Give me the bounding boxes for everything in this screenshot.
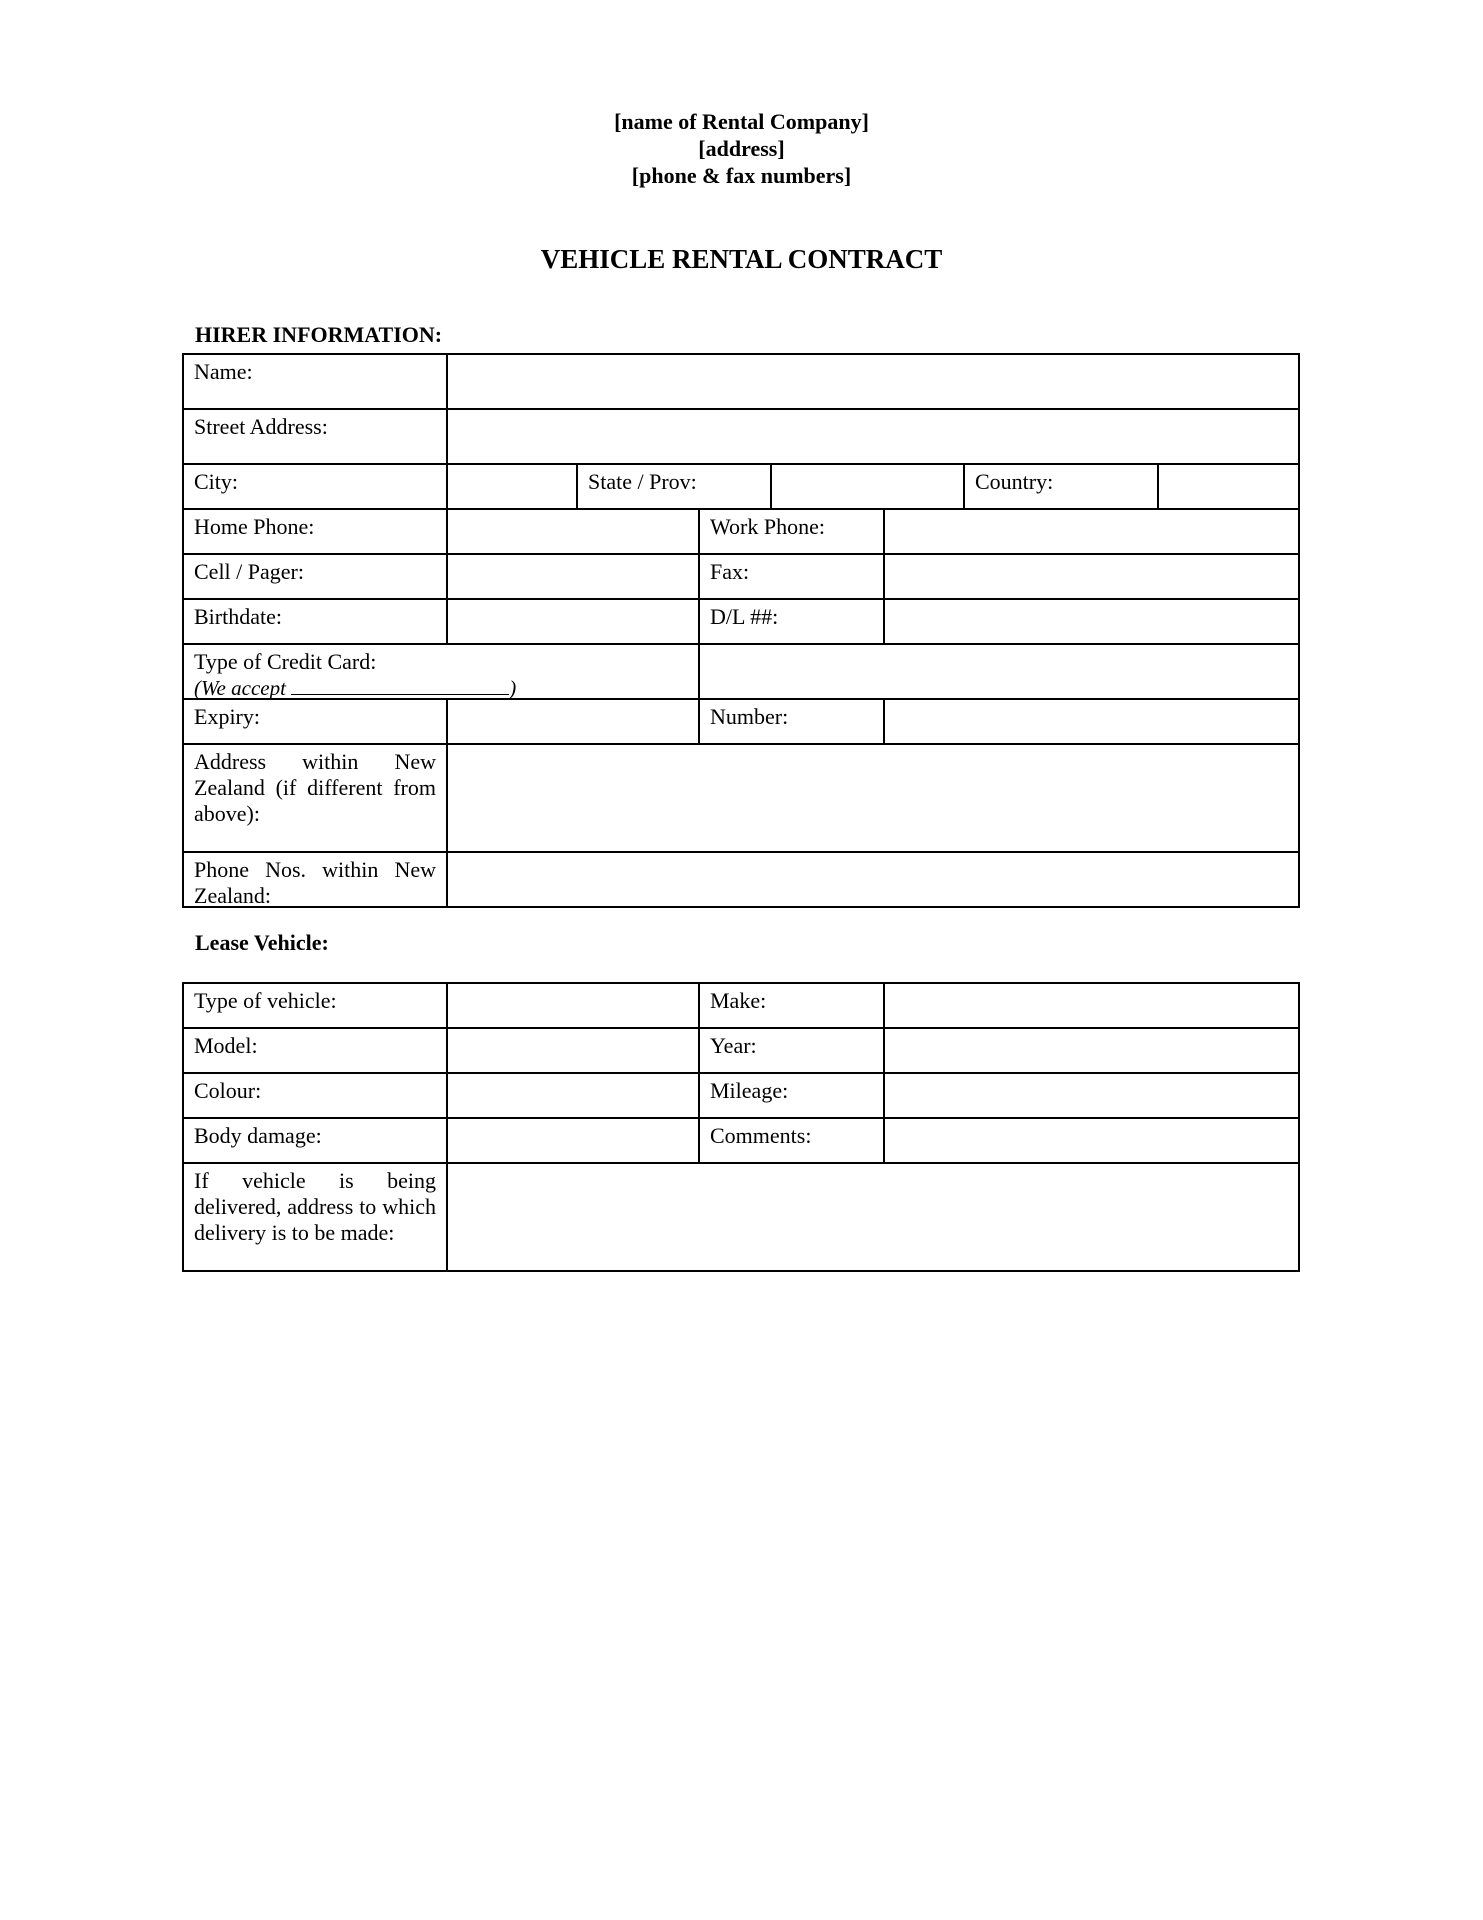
credit-card-type-cell (184, 645, 700, 698)
name-field[interactable] (448, 355, 1300, 408)
year-field[interactable] (885, 1029, 1300, 1072)
card-number-label: Number: (700, 700, 885, 743)
country-field[interactable] (1159, 465, 1300, 508)
body-damage-label: Body damage: (184, 1119, 448, 1162)
company-name: [name of Rental Company] (614, 109, 869, 134)
mileage-field[interactable] (885, 1074, 1300, 1117)
state-prov-label: State / Prov: (578, 465, 772, 508)
expiry-label: Expiry: (184, 700, 448, 743)
row-phone-nz (184, 853, 1300, 908)
phone-nz-label: Phone Nos. within New Zealand: (184, 853, 448, 906)
row-credit-card-type (184, 645, 1300, 700)
company-address: [address] (698, 136, 785, 161)
expiry-field[interactable] (448, 700, 700, 743)
home-phone-label: Home Phone: (184, 510, 448, 553)
hirer-section-label: HIRER INFORMATION: (195, 322, 443, 347)
street-address-label: Street Address: (184, 410, 448, 463)
year-label: Year: (700, 1029, 885, 1072)
lease-vehicle-section-label: Lease Vehicle: (195, 930, 329, 955)
city-field[interactable] (448, 465, 578, 508)
phone-nz-field[interactable] (448, 853, 1300, 906)
colour-field[interactable] (448, 1074, 700, 1117)
card-number-field[interactable] (885, 700, 1300, 743)
birthdate-field[interactable] (448, 600, 700, 643)
we-accept-prefix: (We accept (194, 676, 286, 700)
mileage-label: Mileage: (700, 1074, 885, 1117)
colour-label: Colour: (184, 1074, 448, 1117)
row-address-nz (184, 745, 1300, 853)
credit-card-type-field[interactable] (700, 645, 1300, 698)
make-field[interactable] (885, 984, 1300, 1027)
model-field[interactable] (448, 1029, 700, 1072)
row-city-state-country (184, 465, 1300, 510)
we-accept-suffix: ) (509, 676, 517, 700)
street-address-field[interactable] (448, 410, 1300, 463)
row-phones (184, 510, 1300, 555)
lease-vehicle-table (182, 982, 1300, 1272)
vehicle-type-field[interactable] (448, 984, 700, 1027)
document-title: VEHICLE RENTAL CONTRACT (540, 244, 943, 274)
row-cell-fax (184, 555, 1300, 600)
body-damage-field[interactable] (448, 1119, 700, 1162)
fax-label: Fax: (700, 555, 885, 598)
state-prov-field[interactable] (772, 465, 965, 508)
dl-number-field[interactable] (885, 600, 1300, 643)
row-expiry-number (184, 700, 1300, 745)
row-colour-mileage (184, 1074, 1300, 1119)
row-birthdate-dl (184, 600, 1300, 645)
row-delivery-address (184, 1164, 1300, 1272)
home-phone-field[interactable] (448, 510, 700, 553)
dl-number-label: D/L ##: (700, 600, 885, 643)
row-damage-comments (184, 1119, 1300, 1164)
row-street-address (184, 410, 1300, 465)
fax-field[interactable] (885, 555, 1300, 598)
row-type-make (184, 984, 1300, 1029)
cell-pager-field[interactable] (448, 555, 700, 598)
delivery-address-label: If vehicle is being delivered, address to which delivery is to be made: (184, 1164, 448, 1270)
row-model-year (184, 1029, 1300, 1074)
vehicle-type-label: Type of vehicle: (184, 984, 448, 1027)
comments-field[interactable] (885, 1119, 1300, 1162)
address-nz-field[interactable] (448, 745, 1300, 851)
delivery-address-field[interactable] (448, 1164, 1300, 1270)
we-accept-blank[interactable] (291, 676, 509, 695)
address-nz-label: Address within New Zealand (if different from above): (184, 745, 448, 851)
country-label: Country: (965, 465, 1159, 508)
city-label: City: (184, 465, 448, 508)
model-label: Model: (184, 1029, 448, 1072)
we-accept-line (194, 675, 688, 701)
hirer-info-table (182, 353, 1300, 908)
work-phone-field[interactable] (885, 510, 1300, 553)
make-label: Make: (700, 984, 885, 1027)
company-phone-fax: [phone & fax numbers] (631, 163, 852, 188)
credit-card-type-label: Type of Credit Card: (194, 649, 377, 674)
name-label: Name: (184, 355, 448, 408)
comments-label: Comments: (700, 1119, 885, 1162)
work-phone-label: Work Phone: (700, 510, 885, 553)
cell-pager-label: Cell / Pager: (184, 555, 448, 598)
row-name (184, 355, 1300, 410)
birthdate-label: Birthdate: (184, 600, 448, 643)
company-header (0, 108, 1483, 189)
